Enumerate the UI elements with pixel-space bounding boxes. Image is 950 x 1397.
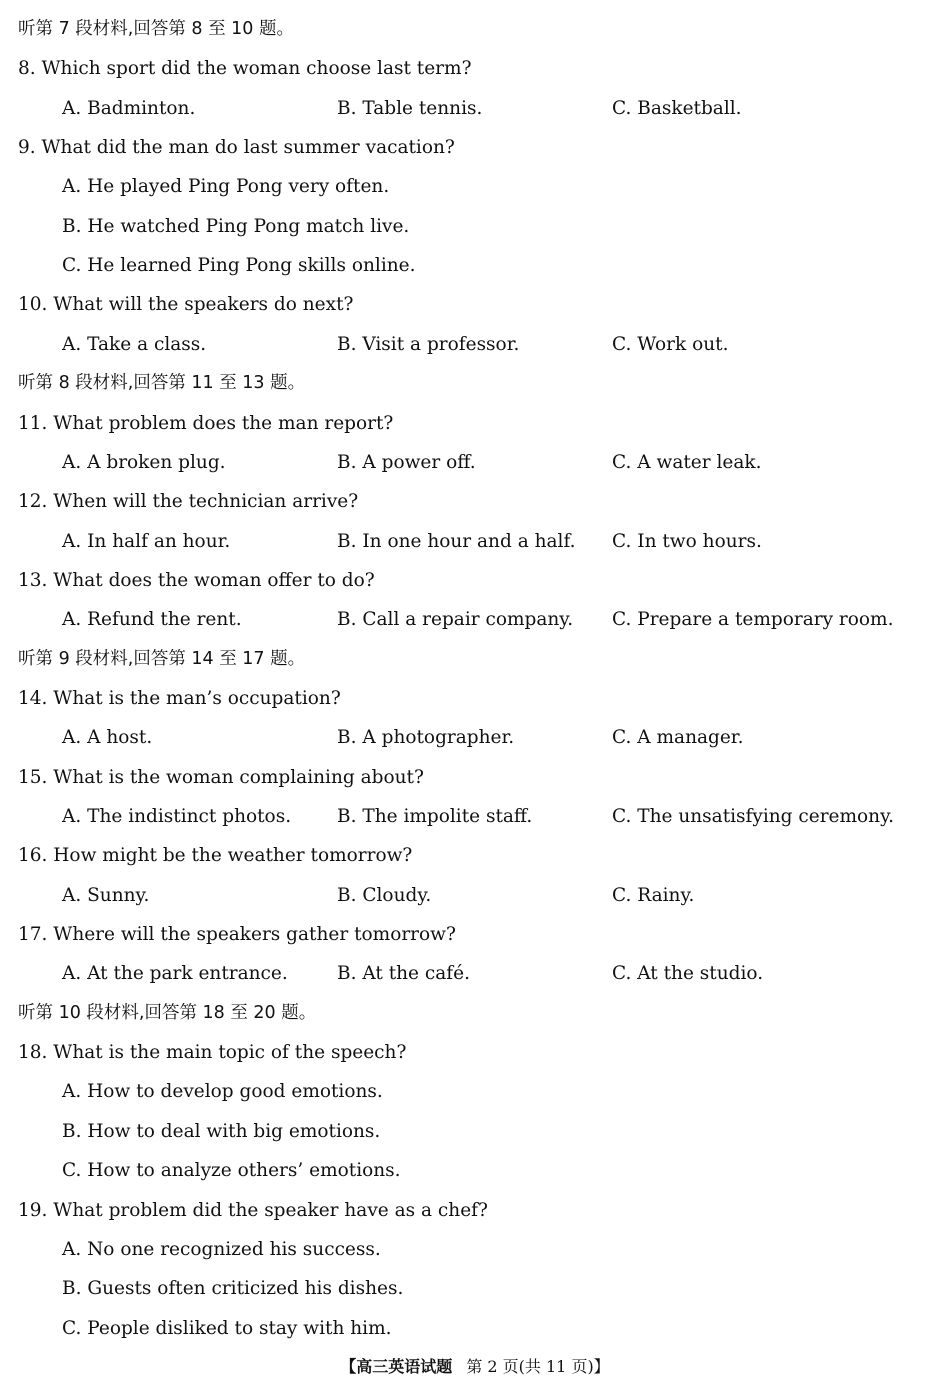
question-stem: 17. Where will the speakers gather tomorrow?: [18, 924, 456, 946]
question-stem: 14. What is the man’s occupation?: [18, 687, 341, 709]
section-heading-line: [0, 994, 950, 1033]
question-stem: 12. When will the technician arrive?: [18, 491, 359, 513]
answer-option: B. Visit a professor.: [337, 333, 520, 355]
answer-option: B. Table tennis.: [337, 97, 483, 119]
question-stem: 9. What did the man do last summer vacation?: [18, 137, 455, 159]
question-line: [0, 679, 950, 718]
option-line: [0, 167, 950, 206]
answer-option: B. A photographer.: [337, 727, 515, 749]
answer-option: A. How to develop good emotions.: [62, 1081, 383, 1103]
options-line: [0, 876, 950, 915]
option-line: [0, 1072, 950, 1111]
answer-option: A. No one recognized his success.: [62, 1238, 381, 1260]
answer-option: B. Cloudy.: [337, 884, 432, 906]
answer-option: A. A host.: [62, 727, 153, 749]
answer-option: C. A manager.: [612, 727, 744, 749]
section-heading: 听第 9 段材料,回答第 14 至 17 题。: [18, 648, 306, 669]
answer-option: C. He learned Ping Pong skills online.: [62, 255, 416, 277]
section-heading-line: [0, 10, 950, 49]
question-line: [0, 285, 950, 324]
options-line: [0, 443, 950, 482]
page-footer: [0, 1352, 950, 1382]
options-line: [0, 954, 950, 993]
answer-option: A. Badminton.: [62, 97, 196, 119]
answer-option: B. At the café.: [337, 963, 470, 985]
question-line: [0, 561, 950, 600]
footer-title: 【高三英语试题: [340, 1357, 453, 1376]
answer-option: A. Refund the rent.: [62, 609, 242, 631]
option-line: [0, 1151, 950, 1190]
question-stem: 11. What problem does the man report?: [18, 412, 394, 434]
question-stem: 13. What does the woman offer to do?: [18, 569, 375, 591]
section-heading: 听第 8 段材料,回答第 11 至 13 题。: [18, 373, 306, 394]
answer-option: B. Guests often criticized his dishes.: [62, 1278, 404, 1300]
answer-option: C. People disliked to stay with him.: [62, 1317, 392, 1339]
question-stem: 15. What is the woman complaining about?: [18, 766, 424, 788]
footer-page-number: 第 2 页(共 11 页)】: [466, 1357, 610, 1376]
answer-option: A. Take a class.: [62, 333, 207, 355]
answer-option: A. In half an hour.: [62, 530, 231, 552]
question-line: [0, 1033, 950, 1072]
question-stem: 16. How might be the weather tomorrow?: [18, 845, 413, 867]
option-line: [0, 1112, 950, 1151]
options-line: [0, 797, 950, 836]
question-line: [0, 1191, 950, 1230]
question-stem: 8. Which sport did the woman choose last term?: [18, 58, 472, 80]
answer-option: C. The unsatisfying ceremony.: [612, 806, 894, 827]
question-stem: 10. What will the speakers do next?: [18, 294, 354, 316]
answer-option: B. The impolite staff.: [337, 806, 533, 827]
options-line: [0, 600, 950, 639]
answer-option: B. How to deal with big emotions.: [62, 1120, 381, 1142]
section-heading-line: [0, 364, 950, 403]
answer-option: C. Basketball.: [612, 97, 742, 119]
answer-option: C. Work out.: [612, 333, 729, 355]
section-heading-line: [0, 640, 950, 679]
question-stem: 19. What problem did the speaker have as a chef?: [18, 1199, 488, 1221]
options-line: [0, 522, 950, 561]
answer-option: B. In one hour and a half.: [337, 530, 576, 552]
answer-option: C. Rainy.: [612, 884, 695, 906]
answer-option: C. A water leak.: [612, 451, 762, 473]
answer-option: A. At the park entrance.: [62, 963, 288, 985]
option-line: [0, 207, 950, 246]
answer-option: C. At the studio.: [612, 963, 764, 985]
section-heading: 听第 7 段材料,回答第 8 至 10 题。: [18, 19, 294, 39]
question-line: [0, 836, 950, 875]
answer-option: A. He played Ping Pong very often.: [62, 176, 390, 198]
question-line: [0, 758, 950, 797]
question-stem: 18. What is the main topic of the speech?: [18, 1042, 407, 1064]
answer-option: B. He watched Ping Pong match live.: [62, 215, 410, 237]
answer-option: C. Prepare a temporary room.: [612, 609, 894, 631]
answer-option: A. Sunny.: [62, 884, 150, 906]
answer-option: C. How to analyze others’ emotions.: [62, 1160, 401, 1182]
option-line: [0, 1269, 950, 1308]
option-line: [0, 246, 950, 285]
option-line: [0, 1309, 950, 1348]
answer-option: A. A broken plug.: [62, 451, 226, 473]
answer-option: C. In two hours.: [612, 530, 762, 552]
section-heading: 听第 10 段材料,回答第 18 至 20 题。: [18, 1002, 317, 1023]
question-line: [0, 49, 950, 88]
answer-option: A. The indistinct photos.: [62, 806, 292, 827]
question-line: [0, 482, 950, 521]
options-line: [0, 89, 950, 128]
question-line: [0, 915, 950, 954]
question-line: [0, 128, 950, 167]
answer-option: B. A power off.: [337, 451, 476, 473]
answer-option: B. Call a repair company.: [337, 609, 574, 631]
question-line: [0, 404, 950, 443]
options-line: [0, 325, 950, 364]
options-line: [0, 718, 950, 757]
option-line: [0, 1230, 950, 1269]
